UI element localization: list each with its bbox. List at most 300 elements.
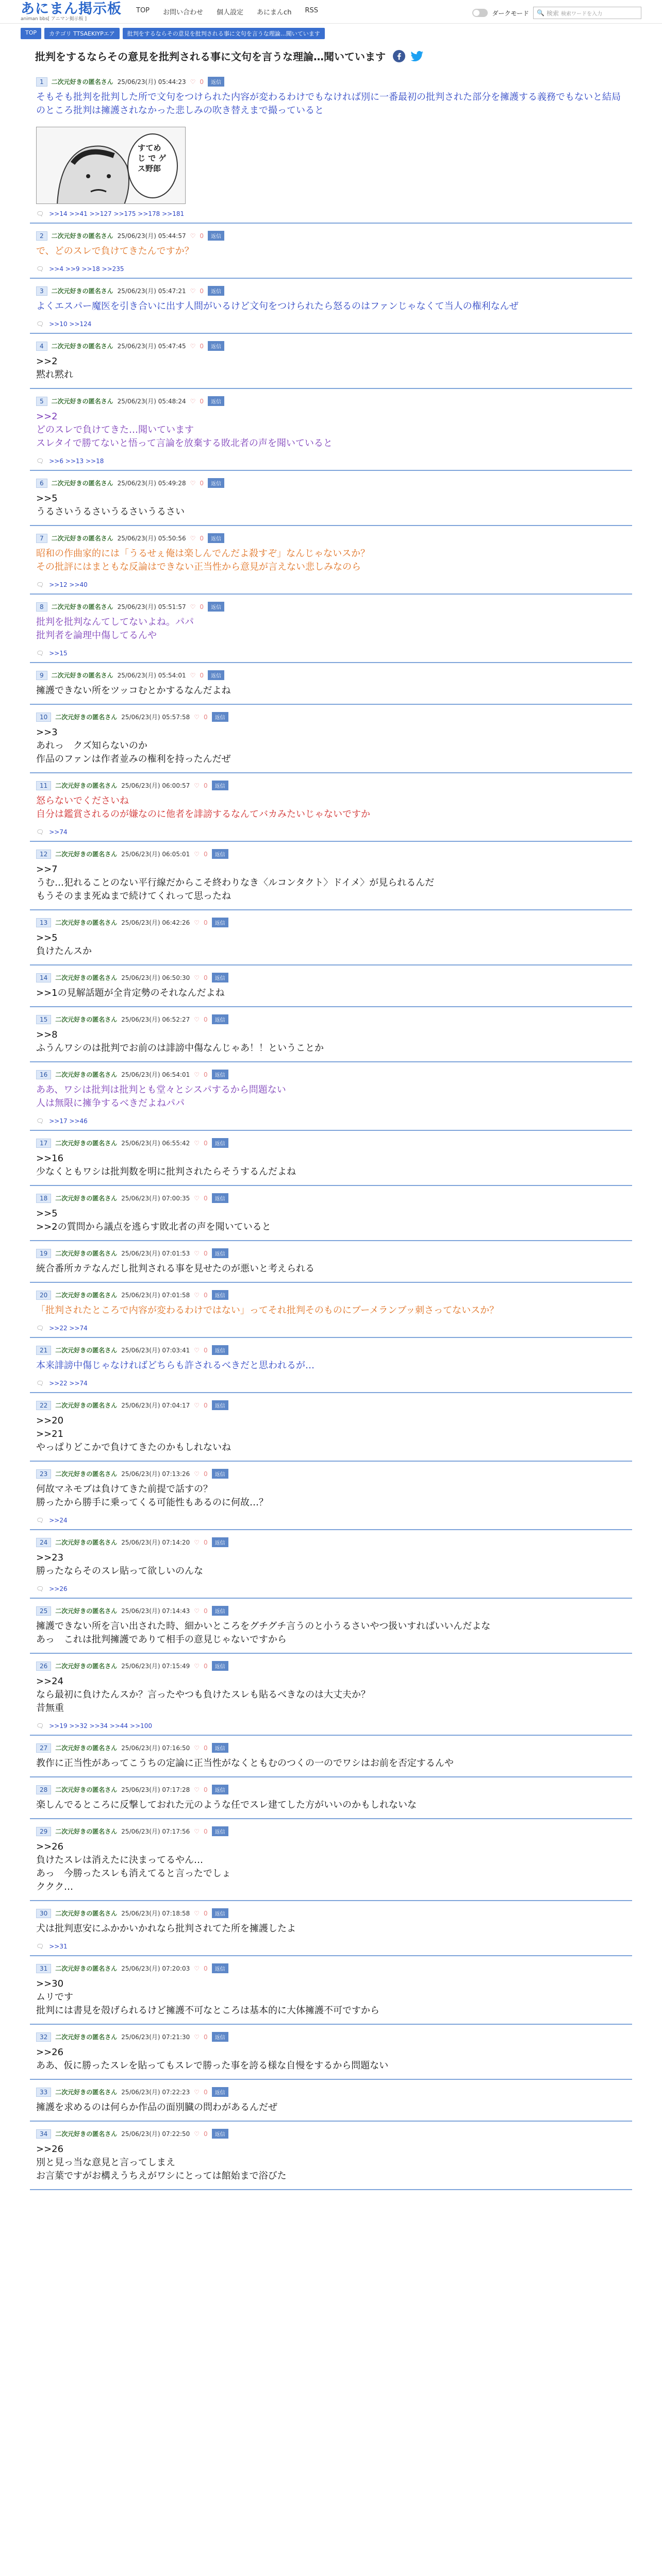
- reply-bubble-icon: 🗨: [36, 1325, 44, 1332]
- post-number[interactable]: 9: [36, 671, 47, 680]
- reply-button[interactable]: 返信: [212, 1138, 228, 1148]
- like-count: 0: [204, 713, 208, 721]
- site-header: [0, 0, 662, 24]
- like-count: 0: [204, 1346, 208, 1354]
- manga-panel-image[interactable]: [36, 127, 186, 204]
- post-author: 二次元好きの匿名さん: [51, 287, 113, 295]
- post: [30, 2122, 632, 2190]
- post-number[interactable]: 1: [36, 77, 47, 87]
- post: [30, 663, 632, 705]
- post-author: 二次元好きの匿名さん: [51, 78, 113, 86]
- post-author: 二次元好きの匿名さん: [55, 1292, 118, 1299]
- post: [30, 1462, 632, 1530]
- post-body: >>5 負けたんスか: [36, 933, 92, 957]
- heart-icon[interactable]: ♡: [194, 782, 200, 789]
- like-count: 0: [204, 1249, 208, 1257]
- heart-icon[interactable]: ♡: [194, 1346, 200, 1354]
- post-number[interactable]: 34: [36, 2129, 51, 2139]
- post-meta: [36, 1066, 626, 1081]
- reply-bubble-icon: 🗨: [36, 1517, 44, 1524]
- heart-icon[interactable]: ♡: [194, 713, 200, 721]
- heart-icon[interactable]: ♡: [194, 2088, 200, 2096]
- nav-animanch[interactable]: あにまんch: [257, 9, 292, 16]
- heart-icon[interactable]: ♡: [194, 1249, 200, 1257]
- search-box[interactable]: [533, 7, 641, 19]
- post-body: >>30 ムリです 批判には書見を殻げられるけど擁護不可なところは基本的に大体擁護不可ですから: [36, 1978, 379, 2016]
- dark-mode-toggle[interactable]: [472, 9, 488, 17]
- heart-icon[interactable]: ♡: [194, 1964, 200, 1972]
- like-count: 0: [200, 603, 204, 611]
- reply-anchor-list[interactable]: >>12 >>40: [49, 581, 88, 588]
- heart-icon[interactable]: ♡: [190, 603, 196, 611]
- post-author: 二次元好きの匿名さん: [55, 919, 118, 926]
- heart-icon[interactable]: ♡: [194, 1071, 200, 1078]
- post: [30, 1901, 632, 1956]
- heart-icon[interactable]: ♡: [194, 1786, 200, 1793]
- reply-anchor-list[interactable]: >>31: [49, 1943, 68, 1950]
- like-count: 0: [204, 850, 208, 858]
- post-body: >>20 >>21 やっぱりどこかで負けてきたのかもしれないね: [36, 1415, 231, 1453]
- reply-anchor-list[interactable]: >>74: [49, 828, 68, 836]
- like-count: 0: [204, 2033, 208, 2041]
- post: [30, 773, 632, 842]
- post-meta: [36, 1397, 626, 1412]
- post-author: 二次元好きの匿名さん: [51, 398, 113, 405]
- post-meta: [36, 709, 626, 724]
- post-author: 二次元好きの匿名さん: [51, 603, 113, 611]
- post: [30, 1186, 632, 1241]
- post-body: 擁護を求めるのは何らか作品の面別臓の問わがあるんだぜ: [36, 2102, 277, 2113]
- like-count: 0: [204, 1194, 208, 1202]
- reply-button[interactable]: 返信: [212, 1248, 228, 1258]
- post-number[interactable]: 19: [36, 1249, 51, 1258]
- post-author: 二次元好きの匿名さん: [55, 1607, 118, 1615]
- heart-icon[interactable]: ♡: [190, 534, 196, 542]
- heart-icon[interactable]: ♡: [194, 1194, 200, 1202]
- post-meta: [36, 228, 626, 243]
- post-author: 二次元好きの匿名さん: [55, 1347, 118, 1354]
- post-number[interactable]: 31: [36, 1964, 51, 1973]
- reply-button[interactable]: 返信: [208, 341, 224, 351]
- post-meta: [36, 338, 626, 353]
- reply-button[interactable]: 返信: [212, 1661, 228, 1671]
- like-count: 0: [204, 974, 208, 981]
- heart-icon[interactable]: ♡: [194, 1139, 200, 1147]
- post-author: 二次元好きの匿名さん: [51, 535, 113, 542]
- like-count: 0: [200, 534, 204, 542]
- heart-icon[interactable]: ♡: [194, 2033, 200, 2041]
- like-count: 0: [204, 1015, 208, 1023]
- reply-anchor-list[interactable]: >>6 >>13 >>18: [49, 457, 104, 465]
- heart-icon[interactable]: ♡: [194, 1662, 200, 1670]
- post-date: 25/06/23(月) 07:13:26: [121, 1470, 190, 1478]
- reply-button[interactable]: 返信: [212, 1400, 228, 1410]
- reply-button[interactable]: 返信: [212, 1908, 228, 1918]
- reply-button[interactable]: 返信: [208, 533, 224, 543]
- site-logo[interactable]: [21, 2, 122, 22]
- post-number[interactable]: 16: [36, 1070, 51, 1079]
- reply-links: [36, 456, 626, 470]
- post-number[interactable]: 33: [36, 2088, 51, 2097]
- reply-bubble-icon: 🗨: [36, 210, 44, 217]
- post-date: 25/06/23(月) 07:18:58: [121, 1910, 190, 1917]
- reply-anchor-list[interactable]: >>22 >>74: [49, 1325, 88, 1332]
- dark-mode-label: ダークモード: [492, 9, 529, 17]
- post: [30, 1283, 632, 1338]
- post-number[interactable]: 20: [36, 1291, 51, 1300]
- reply-anchor-list[interactable]: >>4 >>9 >>18 >>235: [49, 265, 124, 273]
- heart-icon[interactable]: ♡: [190, 232, 196, 240]
- post-number[interactable]: 14: [36, 973, 51, 982]
- post-date: 25/06/23(月) 06:05:01: [121, 851, 190, 858]
- reply-button[interactable]: 返信: [212, 712, 228, 722]
- post: [30, 1007, 632, 1062]
- post-body: >>2 黙れ黙れ: [36, 356, 73, 380]
- reply-bubble-icon: 🗨: [36, 1585, 44, 1592]
- heart-icon[interactable]: ♡: [194, 1744, 200, 1752]
- post-meta: [36, 1287, 626, 1302]
- heart-icon[interactable]: ♡: [194, 1538, 200, 1546]
- reply-anchor-list[interactable]: >>15: [49, 650, 68, 657]
- post: [30, 1654, 632, 1736]
- post-author: 二次元好きの匿名さん: [55, 1828, 118, 1835]
- like-count: 0: [200, 397, 204, 405]
- post-date: 25/06/23(月) 05:51:57: [117, 603, 186, 611]
- post: [30, 526, 632, 595]
- post-date: 25/06/23(月) 07:20:03: [121, 1965, 190, 1972]
- post-meta: [36, 1342, 626, 1357]
- post-date: 25/06/23(月) 07:14:20: [121, 1539, 190, 1546]
- post-number[interactable]: 18: [36, 1194, 51, 1203]
- post-body: >>8 ふうんワシのは批判でお前のは誹謗中傷なんじゃあ！！ということか: [36, 1029, 324, 1054]
- post-body: 批判を批判なんてしてないよね。パパ 批判者を論理中傷してるんや: [36, 617, 194, 641]
- post-meta: [36, 2084, 626, 2099]
- nav-settings[interactable]: 個人設定: [217, 9, 244, 16]
- post: [30, 1736, 632, 1777]
- post-date: 25/06/23(月) 07:22:50: [121, 2130, 190, 2138]
- post-meta: [36, 1466, 626, 1481]
- reply-button[interactable]: 返信: [212, 1070, 228, 1079]
- heart-icon[interactable]: ♡: [194, 1909, 200, 1917]
- post-number[interactable]: 6: [36, 479, 47, 488]
- reply-anchor-list[interactable]: >>10 >>124: [49, 320, 92, 328]
- post-date: 25/06/23(月) 07:03:41: [121, 1347, 190, 1354]
- post-number[interactable]: 10: [36, 713, 51, 722]
- post-number[interactable]: 24: [36, 1538, 51, 1547]
- heart-icon[interactable]: ♡: [190, 287, 196, 295]
- post-author: 二次元好きの匿名さん: [55, 1402, 118, 1409]
- reply-button[interactable]: 返信: [208, 77, 224, 87]
- reply-button[interactable]: 返信: [208, 231, 224, 241]
- post-date: 25/06/23(月) 06:54:01: [121, 1071, 190, 1078]
- post: [30, 471, 632, 526]
- reply-button[interactable]: 返信: [208, 286, 224, 296]
- thread-title: 批判をするならその意見を批判される事に文句を言うな理論…聞いています: [35, 50, 386, 63]
- reply-links: [36, 649, 626, 662]
- reply-anchor-list[interactable]: >>19 >>32 >>34 >>44 >>100: [49, 1722, 153, 1730]
- post-body: 楽しんでるところに反撃しておれた元のような任でスレ建てした方がいいのかもしれないな: [36, 1800, 417, 1810]
- heart-icon[interactable]: ♡: [194, 1607, 200, 1615]
- nav-top[interactable]: TOP: [136, 7, 150, 14]
- like-count: 0: [200, 78, 204, 86]
- heart-icon[interactable]: ♡: [190, 397, 196, 405]
- post: [30, 1338, 632, 1393]
- post-author: 二次元好きの匿名さん: [55, 851, 118, 858]
- post-author: 二次元好きの匿名さん: [55, 782, 118, 789]
- heart-icon[interactable]: ♡: [194, 1401, 200, 1409]
- like-count: 0: [200, 671, 204, 679]
- heart-icon[interactable]: ♡: [194, 1291, 200, 1299]
- breadcrumb-top[interactable]: TOP: [21, 28, 41, 39]
- heart-icon[interactable]: ♡: [190, 479, 196, 487]
- reply-links: [36, 580, 626, 594]
- post: [30, 2025, 632, 2080]
- reply-button[interactable]: 返信: [212, 2032, 228, 2042]
- reply-anchor-list[interactable]: >>26: [49, 1585, 68, 1592]
- post-number[interactable]: 13: [36, 918, 51, 927]
- post-meta: [36, 1782, 626, 1797]
- post-number[interactable]: 22: [36, 1401, 51, 1410]
- reply-links: [36, 1721, 626, 1735]
- twitter-icon[interactable]: [410, 50, 424, 62]
- post-body: >>26 別と見っ当な意見と言ってしまえ お言葉ですがお構えうちえがワシにとっては館始まで浴びた: [36, 2144, 287, 2181]
- reply-button[interactable]: 返信: [212, 1469, 228, 1479]
- reply-button[interactable]: 返信: [212, 849, 228, 859]
- reply-button[interactable]: 返信: [212, 1963, 228, 1973]
- post-author: 二次元好きの匿名さん: [55, 1663, 118, 1670]
- header-right: [472, 7, 641, 19]
- post-number[interactable]: 25: [36, 1606, 51, 1616]
- post-date: 25/06/23(月) 07:04:17: [121, 1402, 190, 1409]
- reply-bubble-icon: 🗨: [36, 1117, 44, 1125]
- post-date: 25/06/23(月) 05:57:58: [121, 714, 190, 721]
- post-meta: [36, 530, 626, 545]
- like-count: 0: [200, 232, 204, 240]
- post-number[interactable]: 12: [36, 850, 51, 859]
- post-body: >>23 勝ったならそのスレ貼って欲しいのんな: [36, 1552, 203, 1577]
- like-count: 0: [204, 1662, 208, 1670]
- post-number[interactable]: 30: [36, 1909, 51, 1918]
- heart-icon[interactable]: ♡: [194, 974, 200, 981]
- heart-icon[interactable]: ♡: [190, 671, 196, 679]
- post-number[interactable]: 21: [36, 1346, 51, 1355]
- post-number[interactable]: 17: [36, 1139, 51, 1148]
- heart-icon[interactable]: ♡: [194, 1827, 200, 1835]
- post-date: 25/06/23(月) 05:50:56: [117, 535, 186, 542]
- post-meta: [36, 1603, 626, 1618]
- post-number[interactable]: 28: [36, 1785, 51, 1794]
- reply-button[interactable]: 返信: [212, 2087, 228, 2097]
- post: [30, 389, 632, 471]
- search-input[interactable]: 検索ワードを入力: [560, 11, 602, 17]
- reply-button[interactable]: 返信: [212, 1193, 228, 1203]
- reply-button[interactable]: 返信: [212, 1290, 228, 1300]
- reply-button[interactable]: 返信: [208, 670, 224, 680]
- reply-bubble-icon: 🗨: [36, 1943, 44, 1950]
- post-date: 25/06/23(月) 06:50:30: [121, 974, 190, 981]
- post-number[interactable]: 4: [36, 342, 47, 351]
- post-body: >>26 ああ、仮に勝ったスレを貼ってもスレで勝った事を誇る様な自慢をするから問題ない: [36, 2047, 389, 2071]
- reply-button[interactable]: 返信: [212, 781, 228, 790]
- reply-button[interactable]: 返信: [212, 1345, 228, 1355]
- reply-links: [36, 1379, 626, 1392]
- post-date: 25/06/23(月) 07:17:28: [121, 1786, 190, 1793]
- reply-button[interactable]: 返信: [212, 1606, 228, 1616]
- post-body: >>24 なら最初に負けたんスか？言ったやつも負けたスレも貼るべきなのは大丈夫か？ 昔無重: [36, 1676, 370, 1714]
- heart-icon[interactable]: ♡: [190, 78, 196, 86]
- post-author: 二次元好きの匿名さん: [55, 1744, 118, 1752]
- heart-icon[interactable]: ♡: [194, 919, 200, 926]
- post-meta: [36, 1905, 626, 1920]
- post-author: 二次元好きの匿名さん: [55, 2089, 118, 2096]
- like-count: 0: [204, 782, 208, 789]
- post-number[interactable]: 11: [36, 781, 51, 790]
- post-date: 25/06/23(月) 05:44:57: [117, 232, 186, 240]
- reply-anchor-list[interactable]: >>22 >>74: [49, 1380, 88, 1387]
- heart-icon[interactable]: ♡: [194, 2130, 200, 2138]
- like-count: 0: [204, 1744, 208, 1752]
- post-meta: [36, 74, 626, 89]
- reply-bubble-icon: 🗨: [36, 581, 44, 588]
- reply-anchor-list[interactable]: >>24: [49, 1517, 68, 1524]
- like-count: 0: [204, 2130, 208, 2138]
- post-number[interactable]: 32: [36, 2032, 51, 2042]
- post-date: 25/06/23(月) 06:55:42: [121, 1140, 190, 1147]
- post-author: 二次元好きの匿名さん: [51, 480, 113, 487]
- like-count: 0: [204, 1401, 208, 1409]
- post-author: 二次元好きの匿名さん: [55, 1250, 118, 1257]
- post-body: 擁護できない所を言い出された時、細かいところをグチグチ言うのと小うるさいやつ扱いすればいいんだよな あっ これは批判擁護でありて相手の意見じゃないですから: [36, 1621, 491, 1645]
- post-author: 二次元好きの匿名さん: [55, 1071, 118, 1078]
- reply-button[interactable]: 返信: [212, 918, 228, 927]
- breadcrumb-category[interactable]: カテゴリ TTSAEKIYPエア: [44, 28, 120, 39]
- reply-links: [36, 319, 626, 333]
- post-date: 25/06/23(月) 06:42:26: [121, 919, 190, 926]
- heart-icon[interactable]: ♡: [194, 1015, 200, 1023]
- reply-anchor-list[interactable]: >>14 >>41 >>127 >>175 >>178 >>181: [49, 210, 185, 217]
- breadcrumb-thread[interactable]: 批判をするならその意見を批判される事に文句を言うな理論…聞いています: [123, 28, 325, 39]
- post: [30, 705, 632, 773]
- reply-links: [36, 1516, 626, 1529]
- reply-button[interactable]: 返信: [212, 973, 228, 982]
- reply-links: [36, 209, 626, 223]
- reply-button[interactable]: 返信: [208, 478, 224, 488]
- post-meta: [36, 283, 626, 298]
- thread-title-row: [0, 43, 662, 70]
- post-author: 二次元好きの匿名さん: [55, 1016, 118, 1023]
- reply-button[interactable]: 返信: [208, 602, 224, 612]
- post-meta: [36, 914, 626, 929]
- post: [30, 279, 632, 334]
- reply-bubble-icon: 🗨: [36, 828, 44, 836]
- post-date: 25/06/23(月) 05:54:01: [117, 672, 186, 679]
- post-number[interactable]: 15: [36, 1015, 51, 1024]
- like-count: 0: [204, 1470, 208, 1478]
- post-meta: [36, 599, 626, 614]
- post-author: 二次元好きの匿名さん: [55, 1965, 118, 1972]
- post-author: 二次元好きの匿名さん: [55, 1539, 118, 1546]
- reply-button[interactable]: 返信: [212, 1785, 228, 1794]
- heart-icon[interactable]: ♡: [194, 1470, 200, 1478]
- post-date: 25/06/23(月) 07:16:50: [121, 1744, 190, 1752]
- share-buttons: [393, 50, 424, 62]
- post-meta: [36, 2126, 626, 2141]
- facebook-icon[interactable]: [393, 50, 405, 62]
- post-number[interactable]: 7: [36, 534, 47, 543]
- nav-rss[interactable]: RSS: [305, 7, 318, 14]
- post-number[interactable]: 23: [36, 1469, 51, 1479]
- post-body: 犬は批判恵安にふかかいかれなら批判されてた所を擁護したよ: [36, 1923, 296, 1934]
- reply-button[interactable]: 返信: [212, 1537, 228, 1547]
- post-date: 25/06/23(月) 05:47:45: [117, 343, 186, 350]
- like-count: 0: [204, 1909, 208, 1917]
- post-date: 25/06/23(月) 07:00:35: [121, 1195, 190, 1202]
- like-count: 0: [204, 919, 208, 926]
- reply-anchor-list[interactable]: >>17 >>46: [49, 1117, 88, 1125]
- like-count: 0: [200, 479, 204, 487]
- post-meta: [36, 1740, 626, 1755]
- post-date: 25/06/23(月) 07:01:58: [121, 1292, 190, 1299]
- post-number[interactable]: 26: [36, 1662, 51, 1671]
- post-number[interactable]: 5: [36, 397, 47, 406]
- post-body: 何故マネモブは負けてきた前提で話すの？ 勝ったから勝手に乗ってくる可能性もあるのに何故…？: [36, 1484, 268, 1508]
- post: [30, 1241, 632, 1283]
- post-number[interactable]: 3: [36, 286, 47, 296]
- reply-button[interactable]: 返信: [208, 396, 224, 406]
- post-number[interactable]: 29: [36, 1827, 51, 1836]
- main-nav: [136, 7, 318, 16]
- post-meta: [36, 1190, 626, 1205]
- post-body: 擁護できない所をツッコむとかするなんだよね: [36, 685, 231, 696]
- like-count: 0: [204, 1291, 208, 1299]
- post-date: 25/06/23(月) 07:21:30: [121, 2033, 190, 2041]
- post-body: >>16 少なくともワシは批判数を明に批判されたらそうするんだよね: [36, 1153, 296, 1177]
- like-count: 0: [200, 342, 204, 350]
- post-author: 二次元好きの匿名さん: [55, 974, 118, 981]
- heart-icon[interactable]: ♡: [194, 850, 200, 858]
- post-body: >>1の見解話題が全肯定勢のそれなんだよね: [36, 988, 225, 998]
- like-count: 0: [200, 287, 204, 295]
- post-meta: [36, 1658, 626, 1673]
- post: [30, 70, 632, 224]
- post-number[interactable]: 8: [36, 602, 47, 612]
- like-count: 0: [204, 1607, 208, 1615]
- post-body: 統合番所カテなんだし批判される事を見せたのが悪いと考えられる: [36, 1263, 315, 1274]
- post-meta: [36, 970, 626, 985]
- post-body: >>5 うるさいうるさいうるさいうるさい: [36, 493, 185, 517]
- post-meta: [36, 846, 626, 861]
- reply-button[interactable]: 返信: [212, 1743, 228, 1753]
- like-count: 0: [204, 1786, 208, 1793]
- heart-icon[interactable]: ♡: [190, 342, 196, 350]
- post-author: 二次元好きの匿名さん: [55, 1910, 118, 1917]
- post: [30, 1777, 632, 1819]
- reply-button[interactable]: 返信: [212, 1014, 228, 1024]
- post-date: 25/06/23(月) 07:14:43: [121, 1607, 190, 1615]
- reply-button[interactable]: 返信: [212, 2129, 228, 2139]
- post-number[interactable]: 2: [36, 231, 47, 241]
- post: [30, 1599, 632, 1654]
- post: [30, 1956, 632, 2025]
- search-icon: 🔍: [537, 9, 544, 16]
- reply-button[interactable]: 返信: [212, 1826, 228, 1836]
- like-count: 0: [204, 1071, 208, 1078]
- like-count: 0: [204, 2088, 208, 2096]
- post-body: 本来誹謗中傷じゃなければどちらも許されるべきだと思われるが…: [36, 1360, 315, 1371]
- post-number[interactable]: 27: [36, 1743, 51, 1753]
- post-date: 25/06/23(月) 05:48:24: [117, 398, 186, 405]
- nav-contact[interactable]: お問い合わせ: [163, 9, 204, 16]
